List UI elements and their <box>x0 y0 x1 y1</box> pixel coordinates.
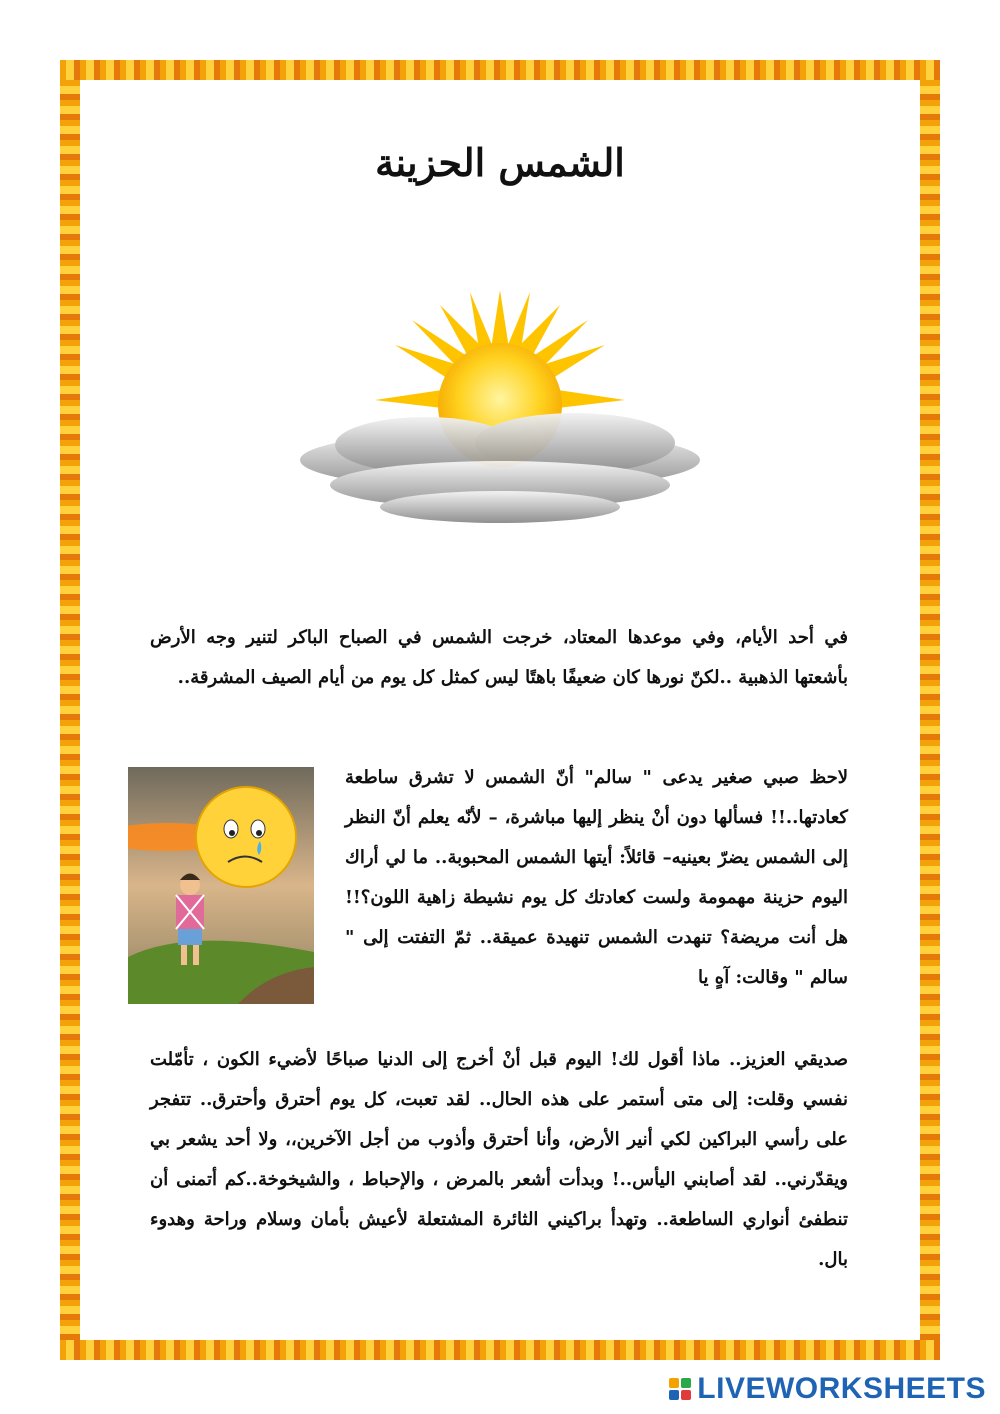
story-paragraph-boy: لاحظ صبي صغير يدعى " سالم" أنّ الشمس لا تشرق ساطعة كعادتها..!! فسألها دون أنْ ينظر إليها مباشرة، – لأنّه يعلم أنّ النظر إلى الشمس يضرّ بعينيه– قائلاً: أيتها الشمس المحبوبة.. ما لي أراك اليوم حزينة مهمومة ولست كعادتك كل يوم نشيطة زاهية اللون؟!! هل أنت مريضة؟ تنهدت الشمس تنهيدة عميقة.. ثمّ التفتت إلى " سالم " وقالت: آهٍ يا <box>345 767 848 988</box>
liveworksheets-wordmark: LIVEWORKSHEETS <box>697 1372 986 1405</box>
story-paragraph-sun-reply: صديقي العزيز.. ماذا أقول لك! اليوم قبل أنْ أخرج إلى الدنيا صباحًا لأضيء الكون ، تأمّلت نفسي وقلت: إلى متى أستمر على هذه الحال.. لقد تعبت، كل يوم أحترق وأحترق.. تتفجر على رأسي البراكين لكي أنير الأرض، وأنا أحترق وأذوب من أجل الآخرين،، ولا أحد يشعر بي ويقدّرني.. لقد أصابني اليأس..! وبدأت أشعر بالمرض ، والإحباط ، والشيخوخة..كم أتمنى أن تنطفئ أنواري الساطعة.. وتهدأ براكيني الثائرة المشتعلة لأعيش بأمان وسلام وراحة وهدوء بال. <box>150 1049 848 1270</box>
liveworksheets-logo-icon <box>669 1378 691 1400</box>
liveworksheets-logo <box>669 1372 986 1406</box>
page-title: الشمس الحزينة <box>375 140 625 185</box>
sun-behind-clouds-image <box>285 285 715 525</box>
story-paragraph-intro: في أحد الأيام، وفي موعدها المعتاد، خرجت الشمس في الصباح الباكر لتنير وجه الأرض بأشعتها الذهبية ..لكنّ نورها كان ضعيفًا باهتًا ليس كمثل كل يوم من أيام الصيف المشرقة.. <box>150 627 848 688</box>
sad-sun-and-boy-illustration <box>128 767 314 1004</box>
